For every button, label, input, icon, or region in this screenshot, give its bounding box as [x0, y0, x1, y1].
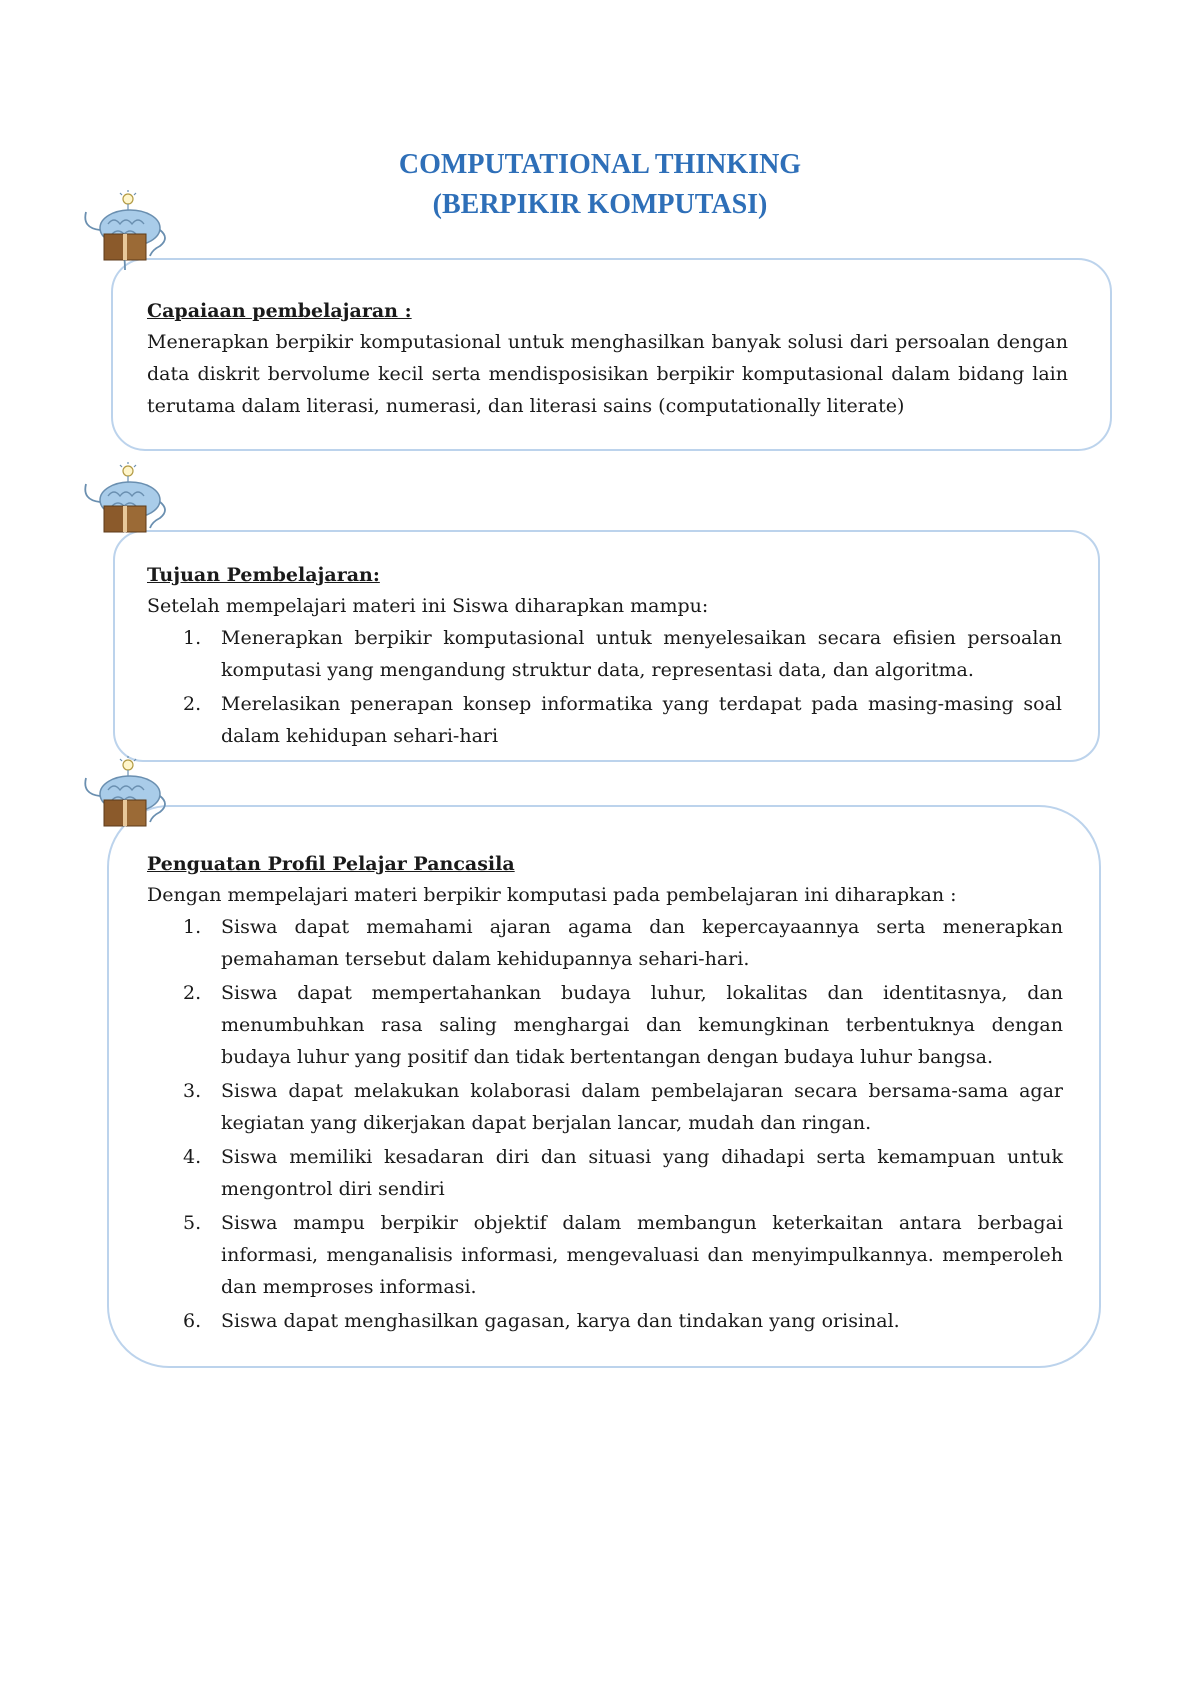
brain-book-bulb-icon: [78, 190, 174, 300]
list-item: [147, 977, 1063, 1073]
capaian-card: [111, 258, 1112, 451]
list-item: [147, 688, 1062, 752]
list-text: Merelasikan penerapan konsep informatika yang terdapat pada masing-masing soal dalam kehidupan sehari-hari: [221, 693, 1062, 747]
list-text: Siswa dapat melakukan kolaborasi dalam pembelajaran secara bersama-sama agar kegiatan yang dikerjakan dapat berjalan lancar, mudah dan ringan.: [221, 1080, 1063, 1134]
penguatan-intro: Dengan mempelajari materi berpikir komputasi pada pembelajaran ini diharapkan :: [147, 884, 957, 906]
list-text: Siswa dapat menghasilkan gagasan, karya dan tindakan yang orisinal.: [221, 1310, 900, 1332]
title-line-1: COMPUTATIONAL THINKING: [398, 149, 802, 180]
penguatan-heading: Penguatan Profil Pelajar Pancasila: [147, 853, 515, 875]
penguatan-list: [147, 911, 1063, 1337]
list-number: 1.: [183, 916, 202, 938]
list-item: [147, 1207, 1063, 1303]
list-number: 3.: [183, 1080, 202, 1102]
brain-book-bulb-icon: [78, 462, 174, 572]
tujuan-list: [147, 622, 1062, 752]
list-number: 2.: [183, 693, 202, 715]
list-number: 5.: [183, 1212, 202, 1234]
penguatan-card: [107, 805, 1101, 1368]
list-item: [147, 1075, 1063, 1139]
list-number: 6.: [183, 1310, 202, 1332]
list-text: Siswa memiliki kesadaran diri dan situasi yang dihadapi serta kemampuan untuk mengontrol diri sendiri: [221, 1146, 1063, 1200]
list-number: 1.: [183, 627, 202, 649]
list-text: Siswa mampu berpikir objektif dalam membangun keterkaitan antara berbagai informasi, menganalisis informasi, mengevaluasi dan menyimpulkannya. memperoleh dan memproses informasi.: [221, 1212, 1063, 1298]
page-title: [0, 145, 1200, 225]
tujuan-card: [113, 530, 1100, 762]
tujuan-heading: Tujuan Pembelajaran:: [147, 564, 380, 586]
list-text: Siswa dapat memahami ajaran agama dan kepercayaannya serta menerapkan pemahaman tersebut dalam kehidupannya sehari-hari.: [221, 916, 1063, 970]
list-text: Menerapkan berpikir komputasional untuk menyelesaikan secara efisien persoalan komputasi yang mengandung struktur data, representasi data, dan algoritma.: [221, 627, 1062, 681]
list-number: 2.: [183, 982, 202, 1004]
title-line-2: (BERPIKIR KOMPUTASI): [432, 189, 768, 220]
list-item: [147, 1141, 1063, 1205]
list-number: 4.: [183, 1146, 202, 1168]
list-item: [147, 1305, 1063, 1337]
capaian-text: Menerapkan berpikir komputasional untuk menghasilkan banyak solusi dari persoalan dengan data diskrit bervolume kecil serta mendisposisikan berpikir komputasional dalam bidang lain terutama dalam literasi, numerasi, dan literasi sains (computationally literate): [147, 331, 1068, 417]
list-item: [147, 911, 1063, 975]
list-item: [147, 622, 1062, 686]
list-text: Siswa dapat mempertahankan budaya luhur, lokalitas dan identitasnya, dan menumbuhkan rasa saling menghargai dan kemungkinan terbentuknya dengan budaya luhur yang positif dan tidak bertentangan dengan budaya luhur bangsa.: [221, 982, 1063, 1068]
brain-book-bulb-icon: [78, 756, 174, 866]
tujuan-intro: Setelah mempelajari materi ini Siswa diharapkan mampu:: [147, 595, 709, 617]
capaian-heading: Capaiaan pembelajaran :: [147, 300, 412, 322]
